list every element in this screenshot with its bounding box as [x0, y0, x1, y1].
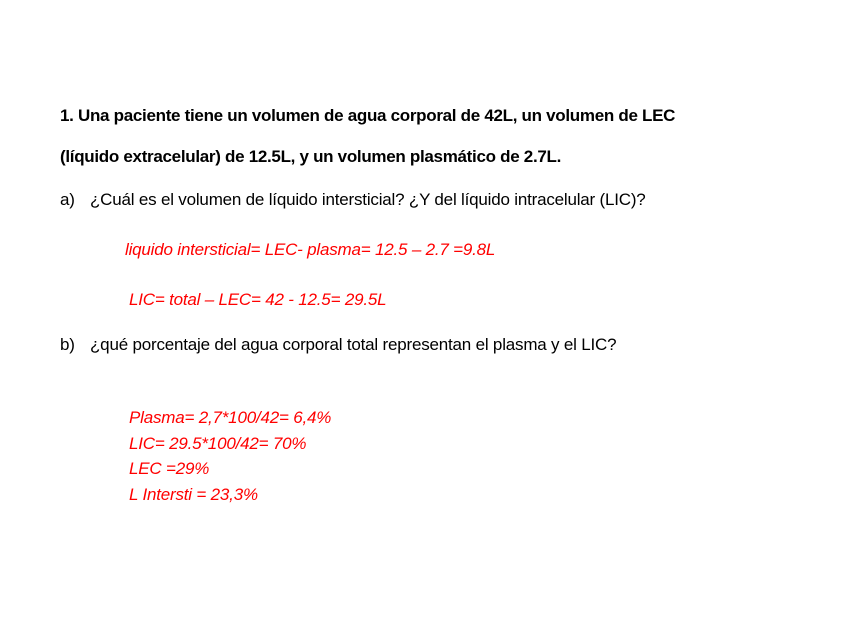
part-b-answer-interstitial: L Intersti = 23,3%: [129, 484, 258, 504]
part-b-answers: [129, 405, 331, 507]
question-1-line-1: 1. Una paciente tiene un volumen de agua corporal de 42L, un volumen de LEC: [60, 106, 676, 125]
part-a-question: ¿Cuál es el volumen de líquido intersticial? ¿Y del líquido intracelular (LIC)?: [90, 190, 646, 209]
question-1-line-2: (líquido extracelular) de 12.5L, y un volumen plasmático de 2.7L.: [60, 147, 562, 166]
part-a-answer-interstitial: liquido intersticial= LEC- plasma= 12.5 – 2.7 =9.8L: [125, 240, 496, 259]
part-b-question-row: [60, 335, 616, 355]
part-a-answer-lic: LIC= total – LEC= 42 - 12.5= 29.5L: [129, 290, 387, 309]
part-a-marker: a): [60, 190, 75, 209]
part-a-question-row: [60, 190, 646, 210]
part-b-answer-lec: LEC =29%: [129, 459, 210, 478]
part-b-answer-plasma: Plasma= 2,7*100/42= 6,4%: [129, 408, 332, 427]
part-b-answer-lic: LIC= 29.5*100/42= 70%: [129, 433, 307, 453]
part-b-marker: b): [60, 335, 75, 354]
part-b-question: ¿qué porcentaje del agua corporal total representan el plasma y el LIC?: [90, 335, 617, 354]
